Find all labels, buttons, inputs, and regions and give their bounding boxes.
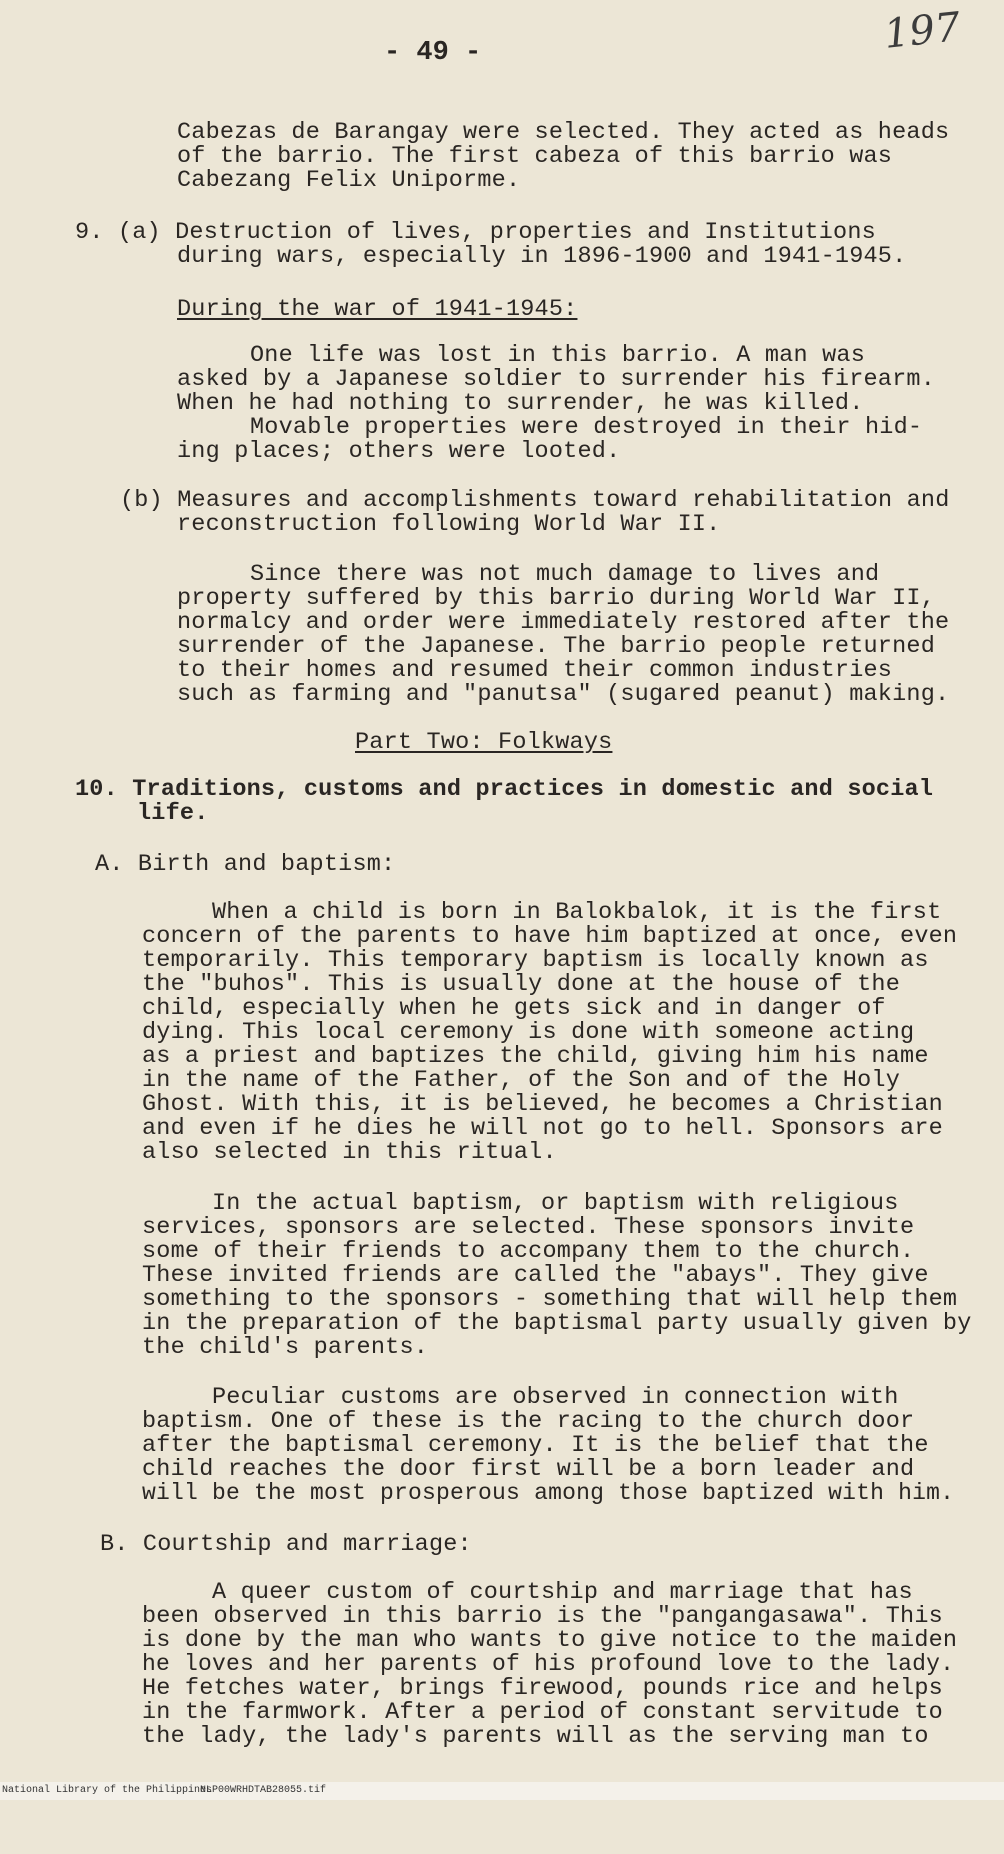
section-heading: 9. (a) Destruction of lives, properties and Institutions [75, 219, 876, 246]
text-line: When a child is born in Balokbalok, it is the first [212, 899, 942, 926]
text-line: asked by a Japanese soldier to surrender his firearm. [177, 366, 936, 393]
text-line: during wars, especially in 1896-1900 and 1941-1945. [177, 243, 907, 270]
text-line: A queer custom of courtship and marriage that has [212, 1579, 913, 1606]
text-line: something to the sponsors - something that will help them [142, 1286, 958, 1313]
text-line: He fetches water, brings firewood, pounds rice and helps [142, 1675, 943, 1702]
text-line: Ghost. With this, it is believed, he becomes a Christian [142, 1091, 943, 1118]
text-line: Cabezas de Barangay were selected. They acted as heads [177, 119, 950, 146]
text-line: and even if he dies he will not go to hell. Sponsors are [142, 1115, 943, 1142]
handwritten-page-number: 197 [881, 4, 963, 58]
text-line: Since there was not much damage to lives and [250, 561, 880, 588]
text-line: property suffered by this barrio during World War II, [177, 585, 936, 612]
text-line: child, especially when he gets sick and in danger of [142, 995, 886, 1022]
text-line: concern of the parents to have him baptized at once, even [142, 923, 958, 950]
text-line: been observed in this barrio is the "pangangasawa". This [142, 1603, 943, 1630]
text-line: in the preparation of the baptismal party usually given by [142, 1310, 972, 1337]
text-line: in the farmwork. After a period of constant servitude to [142, 1699, 943, 1726]
scan-footer [0, 1782, 1004, 1800]
text-line: child reaches the door first will be a born leader and [142, 1456, 915, 1483]
part-heading: Part Two: Folkways [355, 729, 613, 756]
text-line: surrender of the Japanese. The barrio people returned [177, 633, 936, 660]
subheading: B. Courtship and marriage: [100, 1531, 472, 1558]
section-heading: (b) Measures and accomplishments toward rehabilitation and [120, 487, 950, 514]
text-line: ing places; others were looted. [177, 438, 621, 465]
text-line: the child's parents. [142, 1334, 429, 1361]
text-line: is done by the man who wants to give notice to the maiden [142, 1627, 958, 1654]
text-line: These invited friends are called the "abays". They give [142, 1262, 929, 1289]
text-line: life. [137, 800, 209, 827]
text-line: the lady, the lady's parents will as the serving man to [142, 1723, 929, 1750]
text-line: baptism. One of these is the racing to the church door [142, 1408, 915, 1435]
text-line: One life was lost in this barrio. A man was [250, 342, 865, 369]
subheading: During the war of 1941-1945: [177, 296, 578, 323]
text-line: of the barrio. The first cabeza of this barrio was [177, 143, 893, 170]
footer-file-id: NLP00WRHDTAB28055.tif [200, 1785, 327, 1796]
text-line: after the baptismal ceremony. It is the belief that the [142, 1432, 929, 1459]
text-line: he loves and her parents of his profound love to the lady. [142, 1651, 955, 1677]
text-line: some of their friends to accompany them to the church. [142, 1238, 915, 1265]
text-line: such as farming and "panutsa" (sugared peanut) making. [177, 681, 950, 708]
text-line: When he had nothing to surrender, he was killed. [177, 390, 864, 417]
text-line: normalcy and order were immediately restored after the [177, 609, 950, 636]
subheading: A. Birth and baptism: [95, 851, 396, 878]
text-line: In the actual baptism, or baptism with religious [212, 1190, 899, 1217]
text-line: as a priest and baptizes the child, giving him his name [142, 1043, 929, 1070]
text-line: Movable properties were destroyed in their hid- [250, 414, 923, 441]
text-line: will be the most prosperous among those baptized with him. [142, 1480, 955, 1506]
text-line: the "buhos". This is usually done at the house of the [142, 971, 901, 998]
text-line: to their homes and resumed their common industries [177, 657, 893, 684]
page-number: - 49 - [384, 38, 482, 68]
text-line: temporarily. This temporary baptism is locally known as [142, 947, 929, 974]
text-line: Cabezang Felix Uniporme. [177, 167, 521, 194]
text-line: in the name of the Father, of the Son and of the Holy [142, 1067, 901, 1094]
text-line: services, sponsors are selected. These sponsors invite [142, 1214, 915, 1241]
text-line: reconstruction following World War II. [177, 511, 721, 538]
text-line: dying. This local ceremony is done with someone acting [142, 1019, 915, 1046]
text-line: Peculiar customs are observed in connection with [212, 1384, 899, 1411]
footer-library: National Library of the Philippines [2, 1785, 213, 1796]
text-line: also selected in this ritual. [142, 1139, 557, 1166]
section-heading: 10. Traditions, customs and practices in domestic and social [75, 776, 934, 803]
